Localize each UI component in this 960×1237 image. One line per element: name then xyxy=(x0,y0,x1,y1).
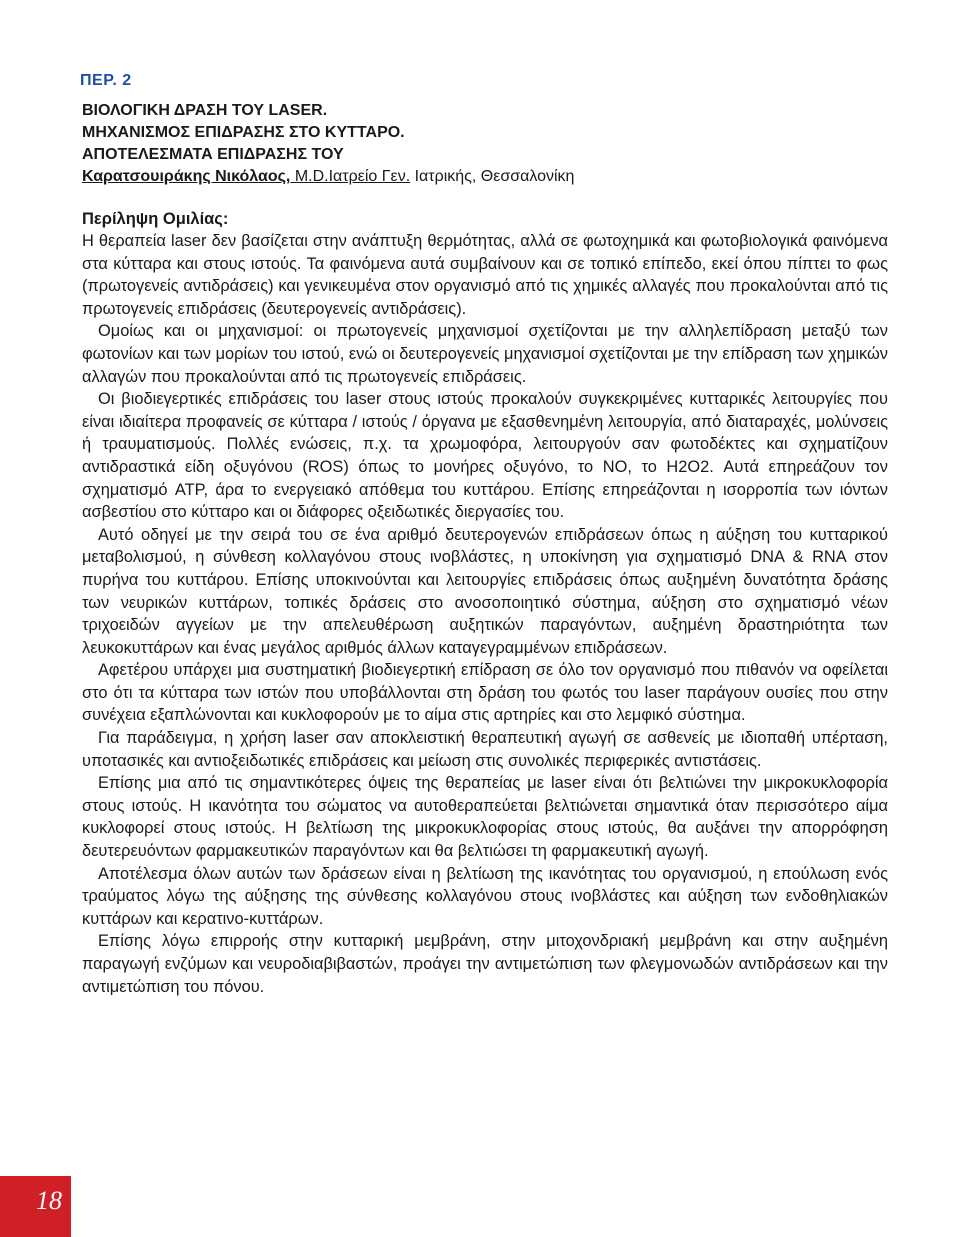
article-title xyxy=(82,100,882,166)
abstract-body xyxy=(82,230,888,998)
paragraph: Αποτέλεσμα όλων αυτών των δράσεων είναι η βελτίωση της ικανότητας του οργανισμού, η επούλωση ενός τραύματος λόγω της αύξησης της σύνθεσης κολλαγόνου στους ινοβλάστες και αύξηση των ενδοθηλιακών κυττάρων και κερατινο-κυττάρων. xyxy=(82,864,888,928)
paragraph: Αφετέρου υπάρχει μια συστηματική βιοδιεγερτική επίδραση σε όλο τον οργανισμό που πιθανόν να οφείλεται στο ότι τα κύτταρα των ιστών που υποβάλλονται στη δράση του φωτός του laser παράγουν ουσίες που στην συνέχεια εξαπλώνονται και κυκλοφορούν με το αίμα στις αρτηρίες και στο λεμφικό σύστημα. xyxy=(82,661,888,725)
section-label: ΠΕΡ. 2 xyxy=(80,72,132,89)
paragraph: Οι βιοδιεγερτικές επιδράσεις του laser στους ιστούς προκαλούν συγκεκριμένες κυτταρικές λειτουργίες που είναι ιδιαίτερα προφανείς σε κύτταρα / ιστούς / όργανα με εξασθενημένη λειτουργία, από διαταραχές, μολύνσεις ή τραυματισμούς. Πολλές ενώσεις, π.χ. τα χρωμοφόρα, λειτουργούν σαν φωτοδέκτες και σχηματίζουν αντιδραστικά είδη οξυγόνου (ROS) όπως το μονήρες οξυγόνο, το NO, το H2O2. Αυτά επηρεάζουν τον σχηματισμό ATP, άρα το ενεργειακό απόθεμα του κυττάρου. Επίσης επηρεάζονται η ισορροπία των ιόντων ασβεστίου στο κύτταρο και οι διάφορες οξειδωτικές διεργασίες του. xyxy=(82,390,888,522)
author-location: Ιατρικής, Θεσσαλονίκη xyxy=(410,168,575,185)
author-affiliation: M.D.Ιατρείο Γεν. xyxy=(290,168,411,185)
title-line-1: ΒΙΟΛΟΓΙΚΗ ΔΡΑΣΗ ΤΟΥ LASER. xyxy=(82,102,328,119)
page-number: 18 xyxy=(36,1186,62,1215)
author-name: Καρατσουιράκης Νικόλαος, xyxy=(82,168,291,185)
author-line xyxy=(82,166,574,188)
paragraph: Αυτό οδηγεί με την σειρά του σε ένα αριθμό δευτερογενών επιδράσεων όπως η αύξηση του κυτταρικού μεταβολισμού, η σύνθεση κολλαγόνου στους ινοβλάστες, η υποκίνηση για σχηματισμό DNA & RNA στον πυρήνα του κυττάρου. Επίσης υποκινούνται και λειτουργίες επιδράσεις όπως αυξημένη δυνατότητα δράσης των νευρικών κυττάρων, τοπικές δράσεις στο ανοσοποιητικό σύστημα, αύξηση στο σχηματισμό νέων τριχοειδών αγγείων με την απελευθέρωση αυξητικών παραγόντων, αυξημένη δραστηριότητα των λευκοκυττάρων και ένας μεγάλος αριθμός άλλων καταγεγραμμένων επιδράσεων. xyxy=(82,525,888,657)
paragraph: Η θεραπεία laser δεν βασίζεται στην ανάπτυξη θερμότητας, αλλά σε φωτοχημικά και φωτοβιολογικά φαινόμενα στα κύτταρα και στους ιστούς. Τα φαινόμενα αυτά συμβαίνουν και σε τοπικό επίπεδο, εκεί όπου πίπτει το φως (πρωτογενείς αντιδράσεις) και γενικευμένα στον οργανισμό από τις χημικές αλλαγές που προκαλούνται από τις πρωτογενείς επιδράσεις (δευτερογενείς αντιδράσεις). xyxy=(82,232,888,318)
paragraph: Επίσης μια από τις σημαντικότερες όψεις της θεραπείας με laser είναι ότι βελτιώνει την μικροκυκλοφορία στους ιστούς. Η ικανότητα του σώματος να αυτοθεραπεύεται βελτιώνεται σημαντικά όταν περισσότερο αίμα κυκλοφορεί στους ιστούς. Η βελτίωση της μικροκυκλοφορίας στους ιστούς, θα αυξάνει την απορρόφηση δευτερευόντων φαρμακευτικών παραγόντων και θα βελτιώσει τη φαρμακευτική αγωγή. xyxy=(82,774,888,861)
paragraph: Επίσης λόγω επιρροής στην κυτταρική μεμβράνη, στην μιτοχονδριακή μεμβράνη και στην αυξημένη παραγωγή ενζύμων και νευροδιαβιβαστών, προάγει την αντιμετώπιση των φλεγμονωδών αντιδράσεων και την αντιμετώπιση του πόνου. xyxy=(82,932,888,996)
abstract-title: Περίληψη Ομιλίας: xyxy=(82,210,229,228)
title-line-2: ΜΗΧΑΝΙΣΜΟΣ ΕΠΙΔΡΑΣΗΣ ΣΤΟ ΚΥΤΤΑΡΟ. xyxy=(82,124,405,141)
title-line-3: ΑΠΟΤΕΛΕΣΜΑΤΑ ΕΠΙΔΡΑΣΗΣ ΤΟΥ xyxy=(82,146,344,163)
paragraph: Ομοίως και οι μηχανισμοί: οι πρωτογενείς μηχανισμοί σχετίζονται με την αλληλεπίδραση μεταξύ των φωτονίων και των μορίων του ιστού, ενώ οι δευτερογενείς μηχανισμοί σχετίζονται με την επίδραση των χημικών αλλαγών που προκαλούνται από τις πρωτογενείς επιδράσεις. xyxy=(82,322,888,386)
paragraph: Για παράδειγμα, η χρήση laser σαν αποκλειστική θεραπευτική αγωγή σε ασθενείς με ιδιοπαθή υπέρταση, υποτασικές και αντιοξειδωτικές επιδράσεις και μείωση στις συνολικές περιφερικές αντιστάσεις. xyxy=(82,729,888,770)
